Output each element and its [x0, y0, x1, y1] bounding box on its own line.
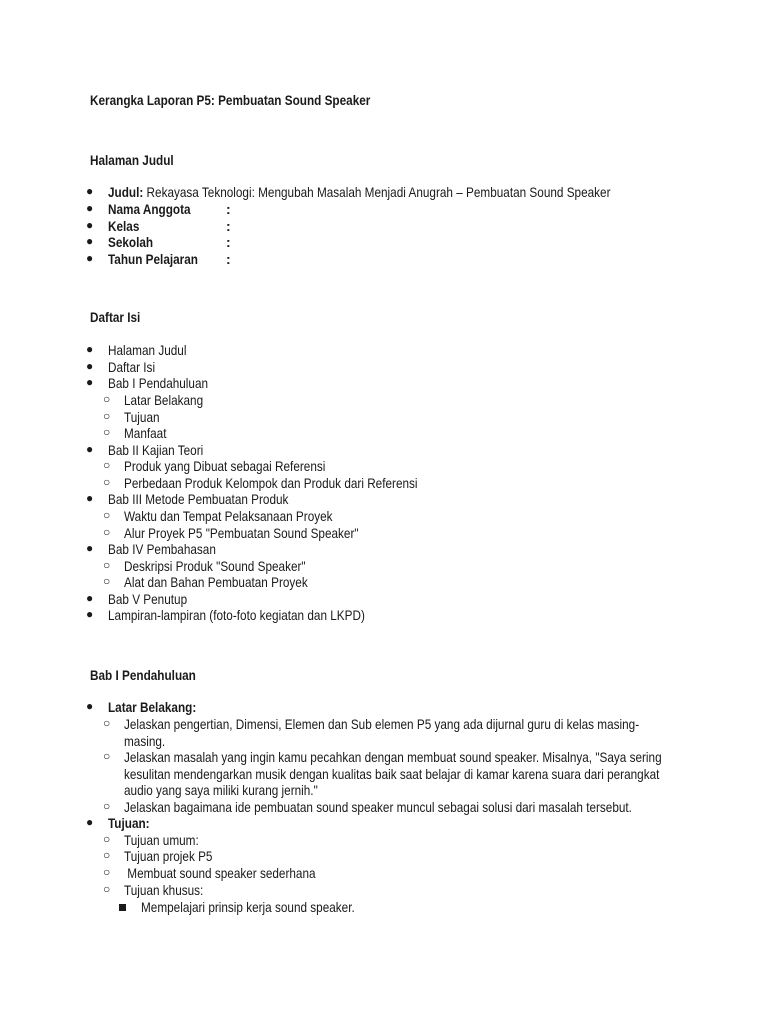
circle-bullet-icon: ○: [103, 475, 111, 489]
field-colon: :: [226, 251, 231, 267]
toc-label: Bab I Pendahuluan: [108, 375, 209, 391]
circle-bullet-icon: ○: [103, 525, 111, 539]
bullet-icon: ●: [86, 442, 94, 456]
toc-label: Bab III Metode Pembuatan Produk: [108, 491, 289, 507]
field-label: Tahun Pelajaran: [108, 251, 198, 267]
document-title: Kerangka Laporan P5: Pembuatan Sound Speaker: [90, 92, 371, 108]
circle-bullet-icon: ○: [103, 832, 111, 846]
bullet-icon: ●: [86, 359, 94, 373]
khusus-text: Mempelajari prinsip kerja sound speaker.: [141, 899, 355, 915]
toc-label: Tujuan: [124, 409, 160, 425]
bullet-icon: ●: [86, 201, 94, 215]
toc-label: Latar Belakang: [124, 392, 204, 408]
toc-label: Lampiran-lampiran (foto-foto kegiatan dan LKPD): [108, 607, 365, 623]
judul-label: Judul:: [108, 184, 144, 200]
bullet-icon: ●: [86, 184, 94, 198]
tujuan-text: Tujuan umum:: [124, 832, 199, 848]
bullet-icon: ●: [86, 234, 94, 248]
bullet-icon: ●: [86, 607, 94, 621]
bullet-icon: ●: [86, 218, 94, 232]
circle-bullet-icon: ○: [103, 574, 111, 588]
latar-text: Jelaskan masalah yang ingin kamu pecahkan dengan membuat sound speaker. Misalnya, "Saya sering kesulitan mendengarkan musik dengan kualitas baik saat belajar di kamar karena suara dari perangkat audio yang saya miliki kurang jernih.": [124, 749, 662, 799]
section-heading-daftar-isi: Daftar Isi: [90, 309, 141, 325]
circle-bullet-icon: ○: [103, 392, 111, 406]
tujuan-label: Tujuan:: [108, 815, 150, 831]
bullet-icon: ●: [86, 591, 94, 605]
toc-label: Produk yang Dibuat sebagai Referensi: [124, 458, 326, 474]
tujuan-text: Tujuan projek P5: [124, 848, 213, 864]
bullet-icon: ●: [86, 251, 94, 265]
toc-label: Manfaat: [124, 425, 167, 441]
toc-label: Bab IV Pembahasan: [108, 541, 216, 557]
bullet-icon: ●: [86, 491, 94, 505]
circle-bullet-icon: ○: [103, 558, 111, 572]
toc-label: Alur Proyek P5 "Pembuatan Sound Speaker": [124, 525, 359, 541]
circle-bullet-icon: ○: [103, 799, 111, 813]
latar-text: Jelaskan bagaimana ide pembuatan sound speaker muncul sebagai solusi dari masalah tersebut.: [124, 799, 632, 815]
square-bullet-icon: [119, 904, 126, 911]
field-colon: :: [226, 218, 231, 234]
circle-bullet-icon: ○: [103, 865, 111, 879]
circle-bullet-icon: ○: [103, 425, 111, 439]
bullet-icon: ●: [86, 342, 94, 356]
section-heading-halaman-judul: Halaman Judul: [90, 152, 174, 168]
field-label: Nama Anggota: [108, 201, 191, 217]
latar-belakang-label: Latar Belakang:: [108, 699, 197, 715]
toc-label: Deskripsi Produk "Sound Speaker": [124, 558, 306, 574]
latar-text: Jelaskan pengertian, Dimensi, Elemen dan Sub elemen P5 yang ada dijurnal guru di kelas masing-masing.: [124, 716, 640, 749]
toc-label: Daftar Isi: [108, 359, 156, 375]
tujuan-text: Membuat sound speaker sederhana: [124, 865, 316, 881]
field-colon: :: [226, 201, 231, 217]
bullet-icon: ●: [86, 699, 94, 713]
bullet-icon: ●: [86, 541, 94, 555]
toc-label: Bab V Penutup: [108, 591, 188, 607]
toc-label: Waktu dan Tempat Pelaksanaan Proyek: [124, 508, 333, 524]
field-label: Kelas: [108, 218, 140, 234]
toc-label: Halaman Judul: [108, 342, 187, 358]
bullet-icon: ●: [86, 375, 94, 389]
field-colon: :: [226, 234, 231, 250]
circle-bullet-icon: ○: [103, 716, 111, 730]
tujuan-text: Tujuan khusus:: [124, 882, 204, 898]
circle-bullet-icon: ○: [103, 882, 111, 896]
circle-bullet-icon: ○: [103, 848, 111, 862]
section-heading-bab-1: Bab I Pendahuluan: [90, 667, 196, 683]
circle-bullet-icon: ○: [103, 458, 111, 472]
judul-value: Rekayasa Teknologi: Mengubah Masalah Menjadi Anugrah – Pembuatan Sound Speaker: [146, 184, 611, 200]
field-label: Sekolah: [108, 234, 154, 250]
toc-label: Alat dan Bahan Pembuatan Proyek: [124, 574, 308, 590]
toc-label: Bab II Kajian Teori: [108, 442, 204, 458]
circle-bullet-icon: ○: [103, 409, 111, 423]
toc-label: Perbedaan Produk Kelompok dan Produk dari Referensi: [124, 475, 418, 491]
bullet-icon: ●: [86, 815, 94, 829]
circle-bullet-icon: ○: [103, 508, 111, 522]
circle-bullet-icon: ○: [103, 749, 111, 763]
